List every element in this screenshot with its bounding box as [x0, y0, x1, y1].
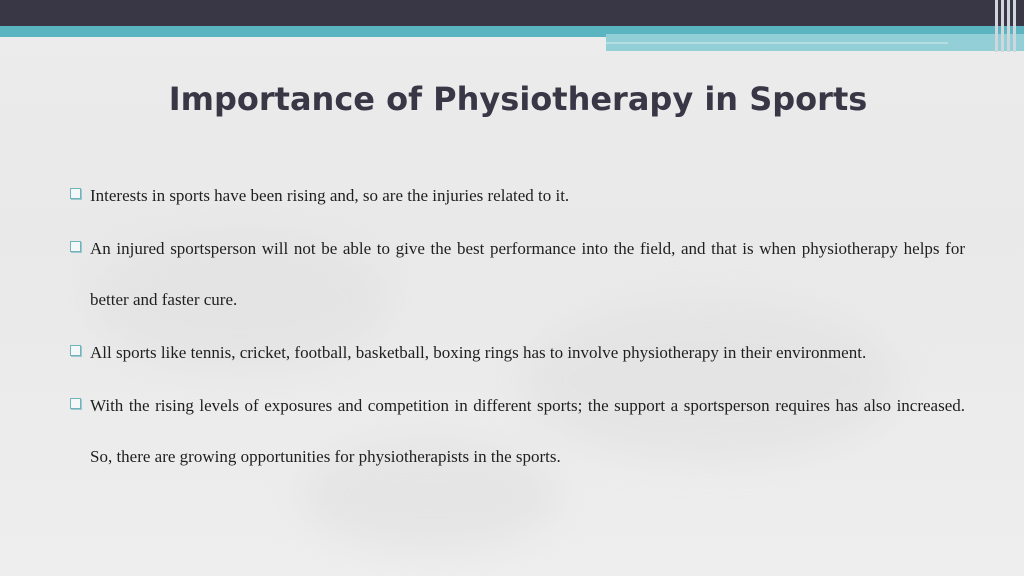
bullet-item — [70, 327, 965, 378]
checkbox-square-icon — [70, 188, 81, 199]
checkbox-square-icon — [70, 398, 81, 409]
bullet-item — [70, 380, 965, 482]
bullet-text: An injured sportsperson will not be able to give the best performance into the field, and that is when physiotherapy helps for better and faster cure. — [90, 239, 965, 309]
slide-title: Importance of Physiotherapy in Sports — [168, 80, 868, 118]
bullet-text: All sports like tennis, cricket, football, basketball, boxing rings has to involve physiotherapy in their environment. — [90, 343, 867, 362]
checkbox-square-icon — [70, 345, 81, 356]
bullet-item — [70, 223, 965, 325]
bullet-text: With the rising levels of exposures and competition in different sports; the support a sportsperson requires has also increased. So, there are growing opportunities for physiotherapists in the sports. — [90, 396, 965, 466]
bullet-item — [70, 170, 965, 221]
bullet-text: Interests in sports have been rising and, so are the injuries related to it. — [90, 186, 570, 205]
checkbox-square-icon — [70, 241, 81, 252]
corner-decoration — [994, 0, 1024, 52]
accent-band-line — [606, 42, 948, 44]
bullet-list — [70, 170, 965, 484]
header-bar — [0, 0, 1024, 26]
